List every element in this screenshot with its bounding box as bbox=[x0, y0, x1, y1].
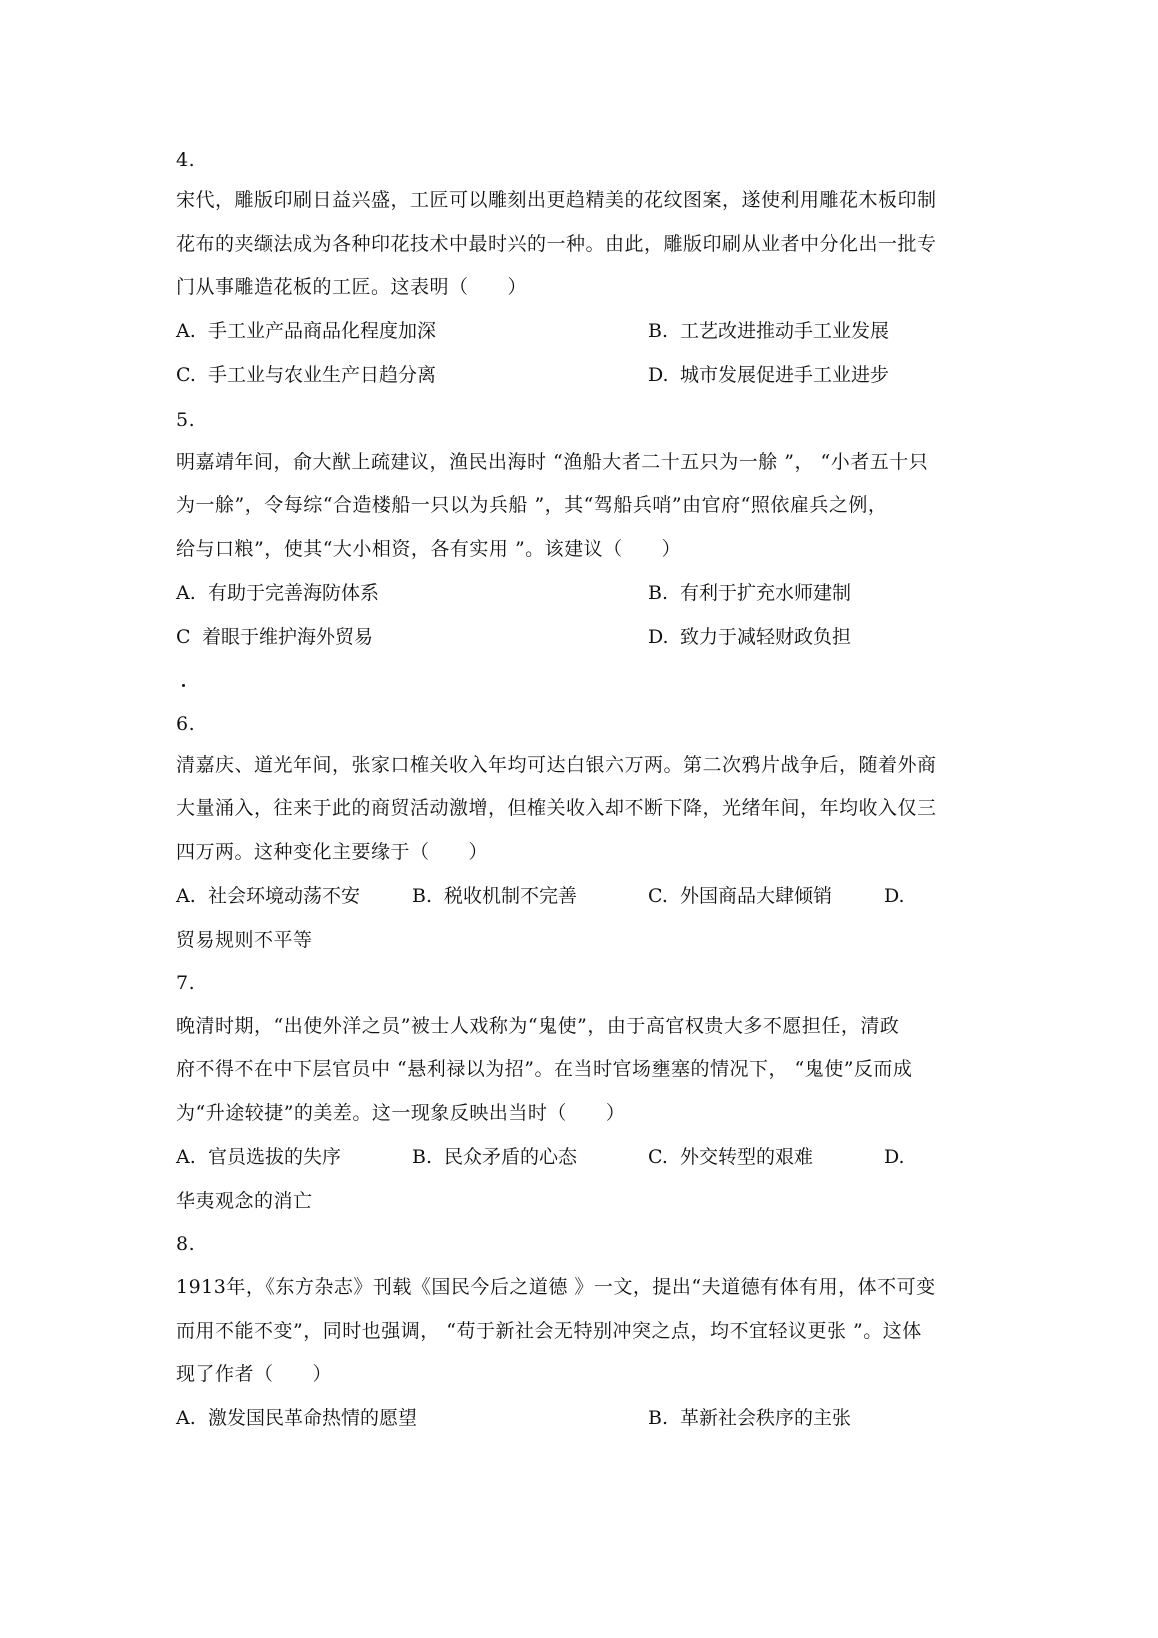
option-letter: C. bbox=[176, 364, 196, 386]
option-b bbox=[648, 580, 851, 606]
option-text: 官员选拔的失序 bbox=[208, 1146, 342, 1168]
option-text: 城市发展促进手工业进步 bbox=[680, 364, 890, 386]
option-text: 工艺改进推动手工业发展 bbox=[680, 320, 890, 342]
option-d bbox=[648, 362, 889, 388]
option-text: 外国商品大肆倾销 bbox=[680, 885, 833, 907]
option-letter: B. bbox=[648, 320, 669, 342]
option-text: 着眼于维护海外贸易 bbox=[202, 626, 374, 648]
question-number: 7. bbox=[176, 972, 196, 994]
option-text: 致力于减轻财政负担 bbox=[680, 626, 852, 648]
option-text: 有助于完善海防体系 bbox=[208, 582, 380, 604]
question-stem-line: 宋代，雕版印刷日益兴盛，工匠可以雕刻出更趋精美的花纹图案，遂使利用雕花木板印制 bbox=[176, 189, 937, 211]
option-letter: D. bbox=[648, 626, 669, 648]
question-stem-line: 给与口粮”，使其“大小相资，各有实用 ”。该建议（ ） bbox=[176, 538, 682, 560]
option-a bbox=[176, 883, 360, 909]
stray-dot bbox=[182, 684, 185, 687]
option-text: 有利于扩充水师建制 bbox=[680, 582, 852, 604]
option-letter: C. bbox=[648, 885, 668, 907]
option-c bbox=[648, 883, 832, 909]
option-c bbox=[176, 624, 373, 650]
option-text: 手工业与农业生产日趋分离 bbox=[208, 364, 437, 386]
option-letter: B. bbox=[412, 1146, 433, 1168]
option-a bbox=[176, 580, 379, 606]
question-stem-line: 四万两。这种变化主要缘于（ ） bbox=[176, 841, 489, 863]
question-stem-line: 明嘉靖年间，俞大猷上疏建议，渔民出海时 “渔船大者二十五只为一艅 ”， “小者五十只 bbox=[176, 451, 929, 473]
question-stem-line: 1913年，《东方杂志》刊载《国民今后之道德 》一文，提出“夫道德有体有用，体不可变 bbox=[176, 1276, 936, 1298]
question-number: 5. bbox=[176, 409, 196, 431]
option-text: 手工业产品商品化程度加深 bbox=[208, 320, 437, 342]
option-d bbox=[884, 1144, 916, 1170]
option-text: 革新社会秩序的主张 bbox=[680, 1407, 852, 1429]
question-stem-line: 门从事雕造花板的工匠。这表明（ ） bbox=[176, 276, 528, 298]
option-text: 外交转型的艰难 bbox=[680, 1146, 814, 1168]
option-a bbox=[176, 1405, 417, 1431]
option-text: 税收机制不完善 bbox=[444, 885, 578, 907]
option-text: 社会环境动荡不安 bbox=[208, 885, 361, 907]
question-stem-line: 花布的夹缬法成为各种印花技术中最时兴的一种。由此，雕版印刷从业者中分化出一批专 bbox=[176, 233, 937, 255]
option-c bbox=[648, 1144, 813, 1170]
question-stem-line: 大量涌入，往来于此的商贸活动激增，但榷关收入却不断下降，光绪年间，年均收入仅三 bbox=[176, 797, 937, 819]
option-letter: B. bbox=[648, 582, 669, 604]
option-letter: C bbox=[176, 626, 191, 648]
option-d-text: 贸易规则不平等 bbox=[176, 929, 313, 951]
question-stem-line: 为“升途较捷”的美差。这一现象反映出当时（ ） bbox=[176, 1102, 626, 1124]
option-letter: D. bbox=[884, 1146, 905, 1168]
option-text: 激发国民革命热情的愿望 bbox=[208, 1407, 418, 1429]
option-letter: B. bbox=[648, 1407, 669, 1429]
option-d bbox=[884, 883, 916, 909]
option-a bbox=[176, 318, 436, 344]
option-d-text: 华夷观念的消亡 bbox=[176, 1190, 313, 1212]
option-letter: A. bbox=[176, 885, 196, 907]
question-stem-line: 清嘉庆、道光年间，张家口榷关收入年均可达白银六万两。第二次鸦片战争后，随着外商 bbox=[176, 754, 937, 776]
option-letter: D. bbox=[648, 364, 669, 386]
option-b bbox=[648, 318, 889, 344]
question-stem-line: 为一艅”，令每综“合造楼船一只以为兵船 ”，其“驾船兵哨”由官府“照依雇兵之例， bbox=[176, 494, 888, 516]
question-stem-line: 现了作者（ ） bbox=[176, 1363, 333, 1385]
option-a bbox=[176, 1144, 341, 1170]
question-number: 6. bbox=[176, 713, 196, 735]
option-letter: B. bbox=[412, 885, 433, 907]
question-stem-line: 晚清时期，“出使外洋之员”被士人戏称为“鬼使”，由于高官权贵大多不愿担任，清政 bbox=[176, 1015, 900, 1037]
option-letter: A. bbox=[176, 582, 196, 604]
option-c bbox=[176, 362, 436, 388]
option-letter: A. bbox=[176, 1407, 196, 1429]
option-letter: A. bbox=[176, 320, 196, 342]
option-b bbox=[412, 1144, 577, 1170]
option-d bbox=[648, 624, 851, 650]
option-letter: A. bbox=[176, 1146, 196, 1168]
question-number: 8. bbox=[176, 1233, 196, 1255]
question-stem-line: 府不得不在中下层官员中 “悬利禄以为招”。在当时官场壅塞的情况下， “鬼使”反而成 bbox=[176, 1058, 913, 1080]
option-b bbox=[648, 1405, 851, 1431]
option-b bbox=[412, 883, 577, 909]
option-letter: C. bbox=[648, 1146, 668, 1168]
option-letter: D. bbox=[884, 885, 905, 907]
option-text: 民众矛盾的心态 bbox=[444, 1146, 578, 1168]
question-stem-line: 而用不能不变”，同时也强调， “苟于新社会无特别冲突之点，均不宜轻议更张 ”。这体 bbox=[176, 1320, 922, 1342]
question-number: 4. bbox=[176, 149, 196, 171]
